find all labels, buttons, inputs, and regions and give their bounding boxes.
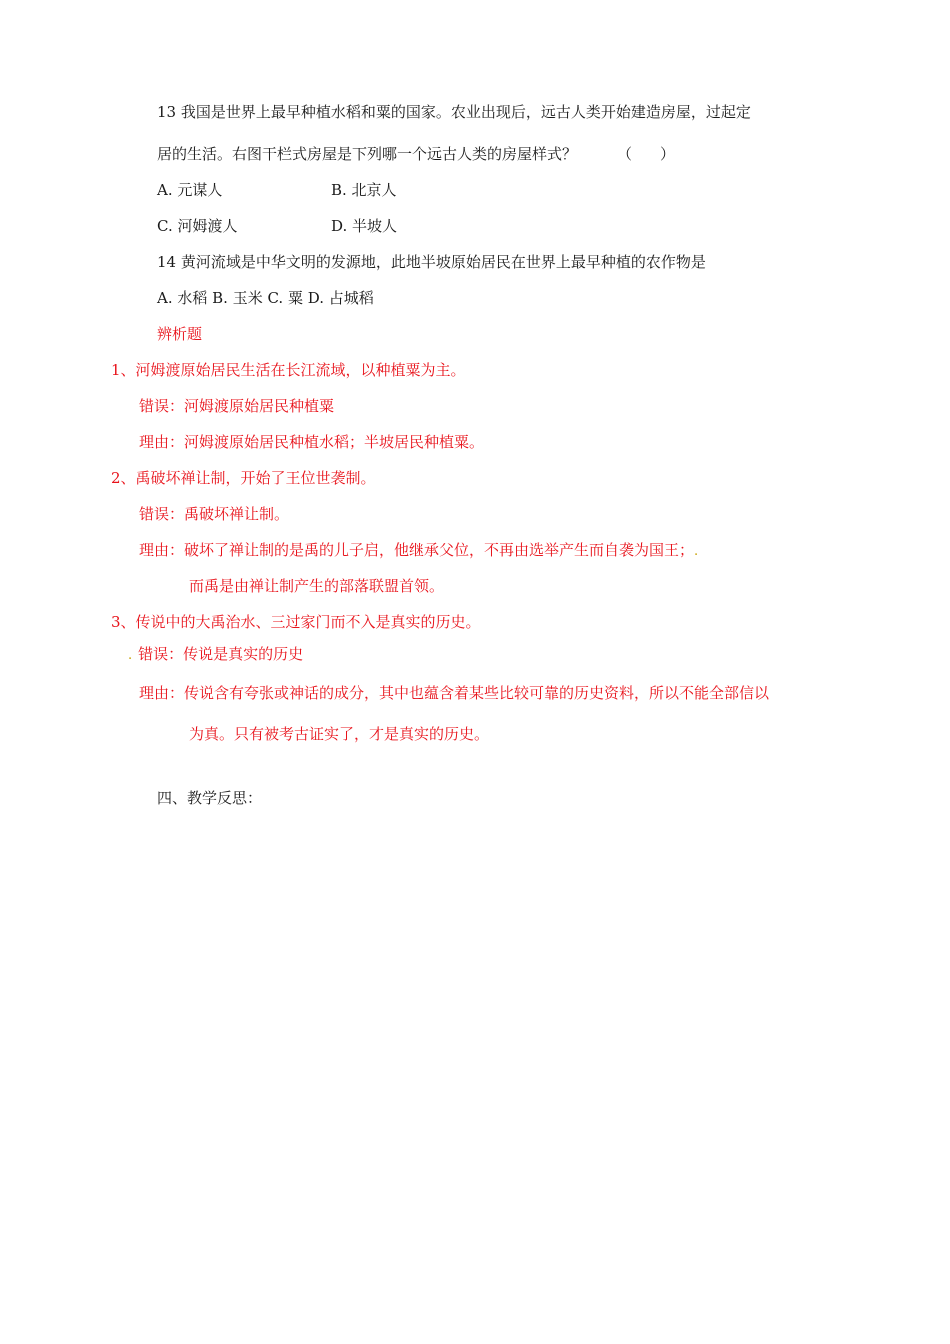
item1-statement: 1、河姆渡原始居民生活在长江流域，以种植粟为主。 — [111, 361, 466, 379]
q13-option-b: B. 北京人 — [331, 181, 397, 199]
answer-paren-open: （ — [617, 145, 633, 163]
q13-option-c: C. 河姆渡人 — [157, 217, 238, 235]
item3-reason-cont: 为真。只有被考古证实了，才是真实的历史。 — [189, 725, 490, 743]
reflection-heading: 四、教学反思： — [157, 789, 263, 807]
q13-line1: 13 我国是世界上最早种植水稻和粟的国家。农业出现后，远古人类开始建造房屋，过起定 — [157, 103, 751, 121]
q13-option-d: D. 半坡人 — [331, 217, 398, 235]
item2-statement: 2、禹破坏禅让制，开始了王位世袭制。 — [111, 469, 376, 487]
q13-option-a: A. 元谋人 — [157, 181, 223, 199]
answer-paren-close: ） — [660, 145, 676, 163]
section-title: 辨析题 — [157, 325, 203, 343]
q14-line1: 14 黄河流域是中华文明的发源地，此地半坡原始居民在世界上最早种植的农作物是 — [157, 253, 706, 271]
mark-dot: . — [128, 648, 133, 663]
item3-statement: 3、传说中的大禹治水、三过家门而不入是真实的历史。 — [111, 613, 481, 631]
item2-error: 错误：禹破坏禅让制。 — [139, 505, 290, 523]
q14-options: A. 水稻 B. 玉米 C. 粟 D. 占城稻 — [157, 289, 374, 307]
item2-reason-cont: 而禹是由禅让制产生的部落联盟首领。 — [189, 577, 445, 595]
item3-reason: 理由：传说含有夸张或神话的成分，其中也蕴含着某些比较可靠的历史资料，所以不能全部信以 — [139, 684, 770, 702]
item1-error: 错误：河姆渡原始居民种植粟 — [139, 397, 335, 415]
q13-line2-text: 居的生活。右图干栏式房屋是下列哪一个远古人类的房屋样式？ — [157, 145, 578, 163]
item3-error-text: 错误：传说是真实的历史 — [138, 645, 304, 663]
item1-reason: 理由：河姆渡原始居民种植水稻；半坡居民种植粟。 — [139, 433, 485, 451]
q13-line2 — [157, 144, 675, 164]
item2-reason-text: 理由：破坏了禅让制的是禹的儿子启，他继承父位，不再由选举产生而自袭为国王； — [139, 541, 695, 559]
mark-dot: . — [694, 544, 699, 559]
item3-error — [128, 644, 303, 666]
item2-reason — [139, 540, 698, 562]
